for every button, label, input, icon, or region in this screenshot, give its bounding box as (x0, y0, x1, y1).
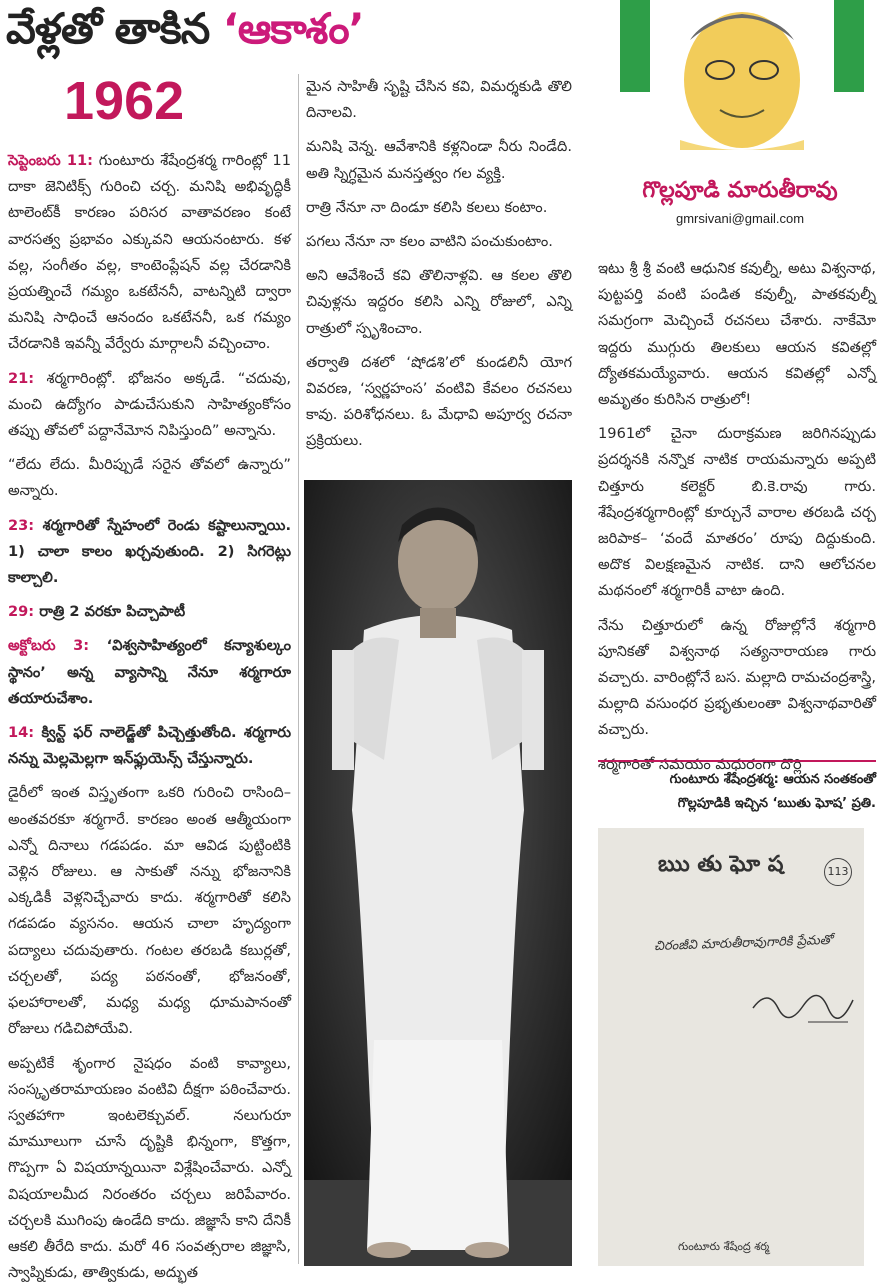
caricature-image (620, 0, 864, 150)
paragraph: ఇటు శ్రీ శ్రీ వంటి ఆధునిక కవుల్నీ, అటు విశ్వనాథ, పుట్టపర్తి వంటి పండిత కవుల్నీ, పాతకవుల్నీ సమగ్రంగా మెచ్చించే రచనలు చేశారు. నాకేమో ఇద్దరు ముగ్గురు తిలకులు ఆయన కవితల్లో ద్యోతకమయ్యేవారు. ఆయన కవితల్లో ఎన్నో అమృతం కురిసిన రాత్రులో! (598, 256, 876, 413)
column-2 (306, 74, 572, 466)
paragraph: డైరీలో ఇంత విస్తృతంగా ఒకరి గురించి రాసింది– అంతవరకూ శర్మగారే. కారణం అంత ఆత్మీయంగా ఎన్నో దినాలు గడపడం. మా ఆవిడ పుట్టింటికి వెళ్లిన రోజులు. ఆ సాకుతో నన్ను భోజనానికి ఎక్కడికీ వెళ్లనిచ్చేవారు కాదు. శర్మగారితో కలిసి గడపడం వ్యసనం. ఆయన చాలా హృద్యంగా పద్యాలు చదువుతారు. గంటల తరబడి కబుర్లతో, చర్చలతో, పద్య పఠనంతో, భోజనంతో, ఫలహారాలతో, మధ్య మధ్య ధూమపానంతో రోజులు గడిచిపోయేవి. (8, 780, 291, 1042)
standing-man-image (304, 480, 572, 1266)
handwritten-inscription: చిరంజీవి మారుతీరావుగారికి ప్రేమతో (654, 933, 833, 957)
diary-entry: 23: శర్మగారితో స్నేహంలో రెండు కష్టాలున్నాయి. 1) చాలా కాలం ఖర్చవుతుంది. 2) సిగరెట్లు కాల్చాలి. (8, 513, 291, 592)
diary-entry: “లేదు లేదు. మీరిప్పుడే సరైన తోవలో ఉన్నారు” అన్నారు. (8, 452, 291, 504)
diary-entry: సెప్టెంబరు 11: గుంటూరు శేషేంద్రశర్మ గారింట్లో 11 దాకా జెనిటిక్స్ గురించి చర్చ. మనిషి అభివృద్ధికీ టాలెంట్‌కీ కారణం పరిసర వాతావరణం కంటే వారసత్వ ప్రభావం ఎక్కువని ఆయనంటారు. కళ వల్ల, సంగీతం వల్ల, కాంటెంప్లేషన్ వల్ల చేరడానికి ప్రయత్నించే గమ్యం ఒకటేననీ, వాటన్నిటి ద్వారా మనిషి సాధించే ఆనందం ఒకటేననీ, ఒక గమ్యం చేరడానికి ఇవన్నీ వేర్వేరు మార్గాలనీ వచ్చించాం. (8, 148, 291, 358)
paragraph: 1961లో చైనా దురాక్రమణ జరిగినప్పుడు ప్రదర్శనకి నన్నొక నాటిక రాయమన్నారు అప్పటి చిత్తూరు కలెక్టర్ బి.కె.రావు గారు. శేషేంద్రశర్మగారింట్లో కూర్చునే వారాల తరబడి చర్చ జరిపాక– ‘వందే మాతరం’ రూపు దిద్దుకుంది. అదొక విలక్షణమైన నాటిక. దాని ఆలోచనల మథనంలో శర్మగారికీ వాటా ఉంది. (598, 421, 876, 604)
paragraph: అని ఆవేశించే కవి తొలినాళ్లవి. ఆ కలల తొలి చివుళ్లను ఇద్దరం కలిసి ఎన్ని రోజులో, ఎన్ని రాత్రులో స్పృశించాం. (306, 263, 572, 342)
caption-line-1: గుంటూరు శేషేంద్రశర్మ: ఆయన సంతకంతో (598, 768, 876, 792)
author-name: గొల్లపూడి మారుతీరావు (610, 178, 870, 208)
diary-entry: 21: శర్మగారింట్లో. భోజనం అక్కడే. “చదువు, మంచి ఉద్యోగం పాడుచేసుకుని సాహిత్యంకోసం తప్పు తోవలో పద్దానేమోన నిపిస్తుంది” అన్నాను. (8, 366, 291, 445)
diary-entry: 29: రాత్రి 2 వరకూ పిచ్చాపాటీ (8, 599, 291, 625)
column-divider (298, 74, 299, 1264)
paragraph: తర్వాతి దశలో ‘షోడశి’లో కుండలినీ యోగ వివరణ, ‘స్వర్ణహంస’ వంటివి కేవలం రచనలు కావు. పరిశోధనలు. ఓ మేధావి అపూర్వ రచనా ప్రక్రియలు. (306, 350, 572, 455)
book-title: ఋ తు ఘో ష (658, 852, 783, 882)
headline-part1: వేళ్లతో తాకిన (6, 4, 223, 53)
year-heading: 1962 (64, 70, 234, 134)
book-page-image (598, 828, 864, 1266)
diary-entry: అక్టోబరు 3: ‘విశ్వసాహిత్యంలో కన్యాశుల్కం స్థానం’ అన్న వ్యాసాన్ని నేనూ శర్మగారూ తయారుచేశాం. (8, 633, 291, 712)
paragraph: శర్మగారితో సమయం మధురంగా దొర్లి (598, 752, 876, 778)
paragraph: రాత్రి నేనూ నా దిండూ కలిసి కలలు కంటాం. (306, 195, 572, 221)
caption-line-2: గొల్లపూడికి ఇచ్చిన ‘ఋతు ఘోష’ ప్రతి. (598, 792, 876, 816)
column-1 (8, 148, 291, 1273)
paragraph: నేను చిత్తూరులో ఉన్న రోజుల్లోనే శర్మగారి పూనికతో విశ్వనాథ సత్యనారాయణ గారు వచ్చారు. వారింట్లోనే బస. మల్లాది రామచంద్రశాస్త్రి, మల్లాది వసుంధర ప్రభృతులంతా విశ్వనాథవారితో వచ్చారు. (598, 613, 876, 744)
printed-author: గుంటూరు శేషేంద్ర శర్మ (678, 1240, 769, 1256)
page-mark: 113 (824, 858, 852, 886)
paragraph: మైన సాహితీ సృష్టి చేసిన కవి, విమర్శకుడి తొలి దినాలవి. (306, 74, 572, 126)
author-portrait (620, 0, 864, 150)
paragraph: పగలు నేనూ నా కలం వాటిని పంచుకుంటాం. (306, 229, 572, 255)
image-caption (598, 760, 876, 828)
paragraph: అప్పటికే శృంగార నైషధం వంటి కావ్యాలు, సంస్కృతరామాయణం వంటివి దీక్షగా పఠించేవారు. స్వతహాగా ఇంటలెక్చువల్. నలుగురూ మామూలుగా చూసే దృష్టికి భిన్నంగా, కొత్తగా, గొప్పగా ఏ విషయాన్నయినా విశ్లేషించేవారు. ఎన్నో విషయాలమీద నిరంతరం చర్చలు జరిపేవారం. చర్చలకి ముగింపు ఉండేది కాదు. జిజ్ఞాసే కాని దేనికీ ఆకలి తీరేది కాదు. మరో 46 సంవత్సరాల జిజ్ఞాసి, స్వాప్నికుడు, తాత్వికుడు, అద్భుత (8, 1051, 291, 1286)
signature-icon (748, 978, 858, 1028)
diary-entry: 14: క్విన్ట్ ఫర్ నాలెడ్జ్‌తో పిచ్చెత్తుతోంది. శర్మగారు నన్ను మెల్లమెల్లగా ఇన్‌ఫ్లుయెన్స్ చేస్తున్నారు. (8, 720, 291, 772)
headline-accent: ‘ఆకాశం’ (223, 4, 364, 53)
paragraph: మనిషి వెన్న. ఆవేశానికి కళ్లనిండా నీరు నిండేది. అతి స్నిగ్ధమైన మనస్తత్వం గల వ్యక్తి. (306, 134, 572, 186)
author-email[interactable]: gmrsivani@gmail.com (610, 211, 870, 231)
sharma-photo (304, 480, 572, 1266)
column-3 (598, 256, 876, 746)
headline (6, 4, 446, 66)
